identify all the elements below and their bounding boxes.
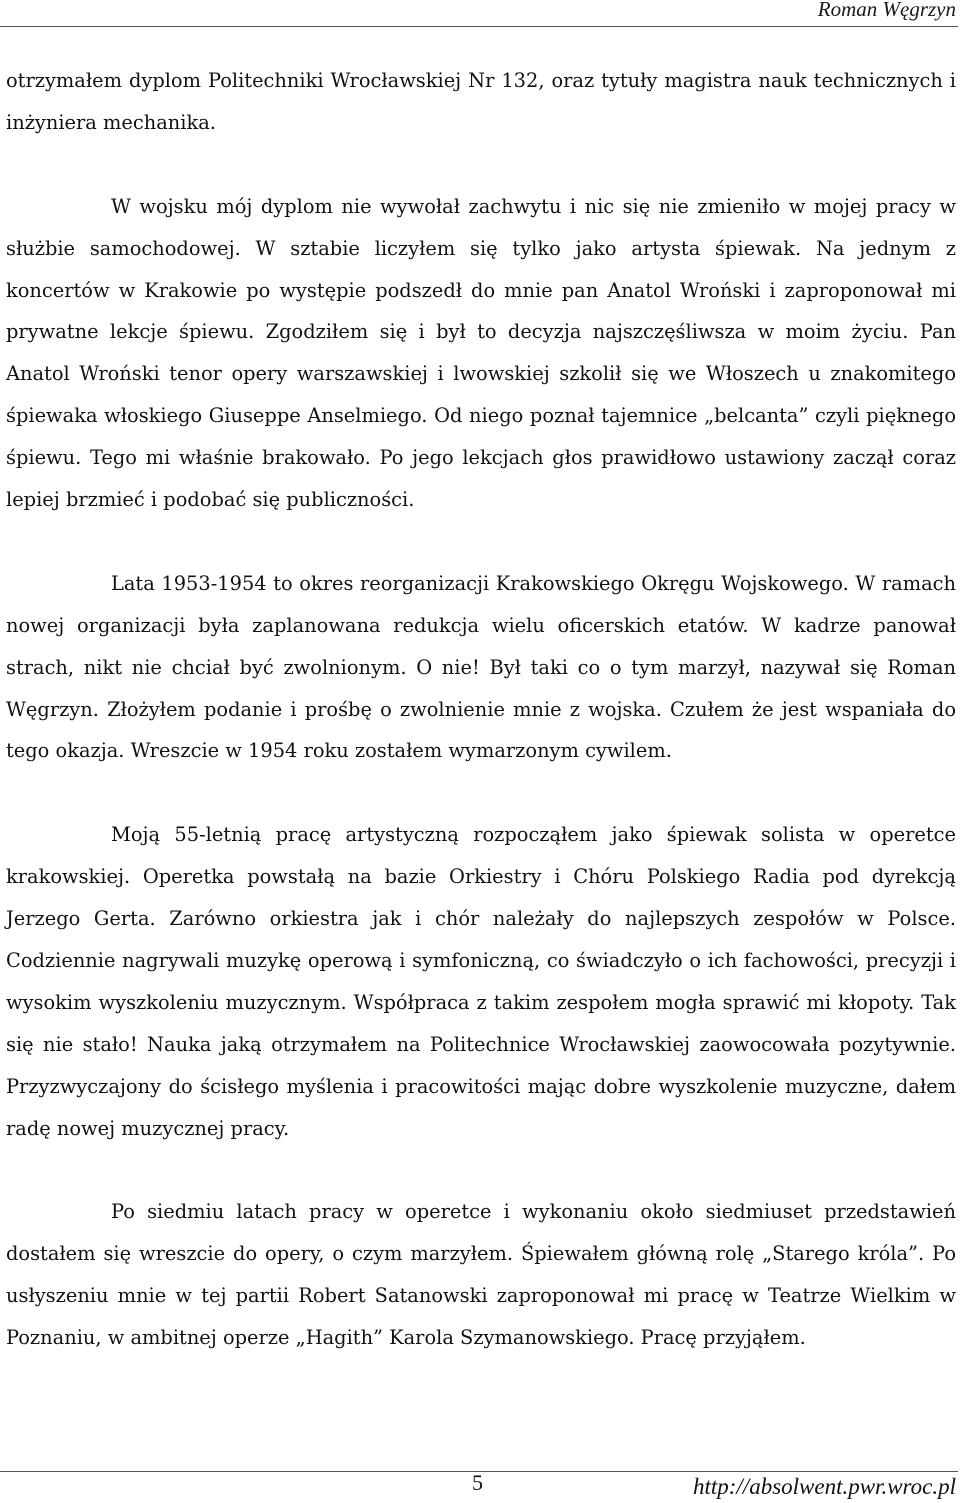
page-number: 5: [472, 1470, 483, 1495]
page-header: [0, 0, 960, 24]
footer-url: http://absolwent.pwr.wroc.pl: [692, 1474, 956, 1499]
document-body: [6, 60, 956, 1359]
page-footer: [0, 1463, 960, 1503]
paragraph-reorganization: Lata 1953-1954 to okres reorganizacji Krakowskiego Okręgu Wojskowego. W ramach nowej organizacji była zaplanowana redukcja wielu oficerskich etatów. W kadrze panował strach, nikt nie chciał być zwolnionym. O nie! Był taki co o tym marzył, nazywał się Roman Węgrzyn. Złożyłem podanie i prośbę o zwolnienie mnie z wojska. Czułem że jest wspaniała do tego okazja. Wreszcie w 1954 roku zostałem wymarzonym cywilem.: [6, 571, 956, 763]
paragraph-operetta-career: Moją 55-letnią pracę artystyczną rozpocząłem jako śpiewak solista w operetce krakowskiej. Operetka powstałą na bazie Orkiestry i Chóru Polskiego Radia pod dyrekcją Jerzego Gerta. Zarówno orkiestra jak i chór należały do najlepszych zespołów w Polsce. Codziennie nagrywali muzykę operową i symfoniczną, co świadczyło o ich fachowości, precyzji i wysokim wyszkoleniu muzycznym. Współpraca z takim zespołem mogła sprawić mi kłopoty. Tak się nie stało! Nauka jaką otrzymałem na Politechnice Wrocławskiej zaowocowała pozytywnie. Przyzwyczajony do ścisłego myślenia i pracowitości mając dobre wyszkolenie muzyczne, dałem radę nowej muzycznej pracy.: [6, 823, 956, 1140]
paragraph-continuation: otrzymałem dyplom Politechniki Wrocławskiej Nr 132, oraz tytuły magistra nauk technicznych i inżyniera mechanika.: [6, 69, 956, 134]
paragraph-military-singing: W wojsku mój dyplom nie wywołał zachwytu i nic się nie zmieniło w mojej pracy w służbie samochodowej. W sztabie liczyłem się tylko jako artysta śpiewak. Na jednym z koncertów w Krakowie po występie podszedł do mnie pan Anatol Wroński i zaproponował mi prywatne lekcje śpiewu. Zgodziłem się i był to decyzja najszczęśliwsza w moim życiu. Pan Anatol Wroński tenor opery warszawskiej i lwowskiej szkolił się we Włoszech u znakomitego śpiewaka włoskiego Giuseppe Anselmiego. Od niego poznał tajemnice „belcanta” czyli pięknego śpiewu. Tego mi właśnie brakowało. Po jego lekcjach głos prawidłowo ustawiony zaczął coraz lepiej brzmieć i podobać się publiczności.: [6, 194, 956, 512]
header-divider: [0, 26, 958, 27]
header-author: Roman Węgrzyn: [817, 0, 956, 21]
paragraph-opera: Po siedmiu latach pracy w operetce i wykonaniu około siedmiuset przedstawień dostałem się wreszcie do opery, o czym marzyłem. Śpiewałem główną rolę „Starego króla”. Po usłyszeniu mnie w tej partii Robert Satanowski zaproponował mi pracę w Teatrze Wielkim w Poznaniu, w ambitnej operze „Hagith” Karola Szymanowskiego. Pracę przyjąłem.: [6, 1200, 956, 1350]
